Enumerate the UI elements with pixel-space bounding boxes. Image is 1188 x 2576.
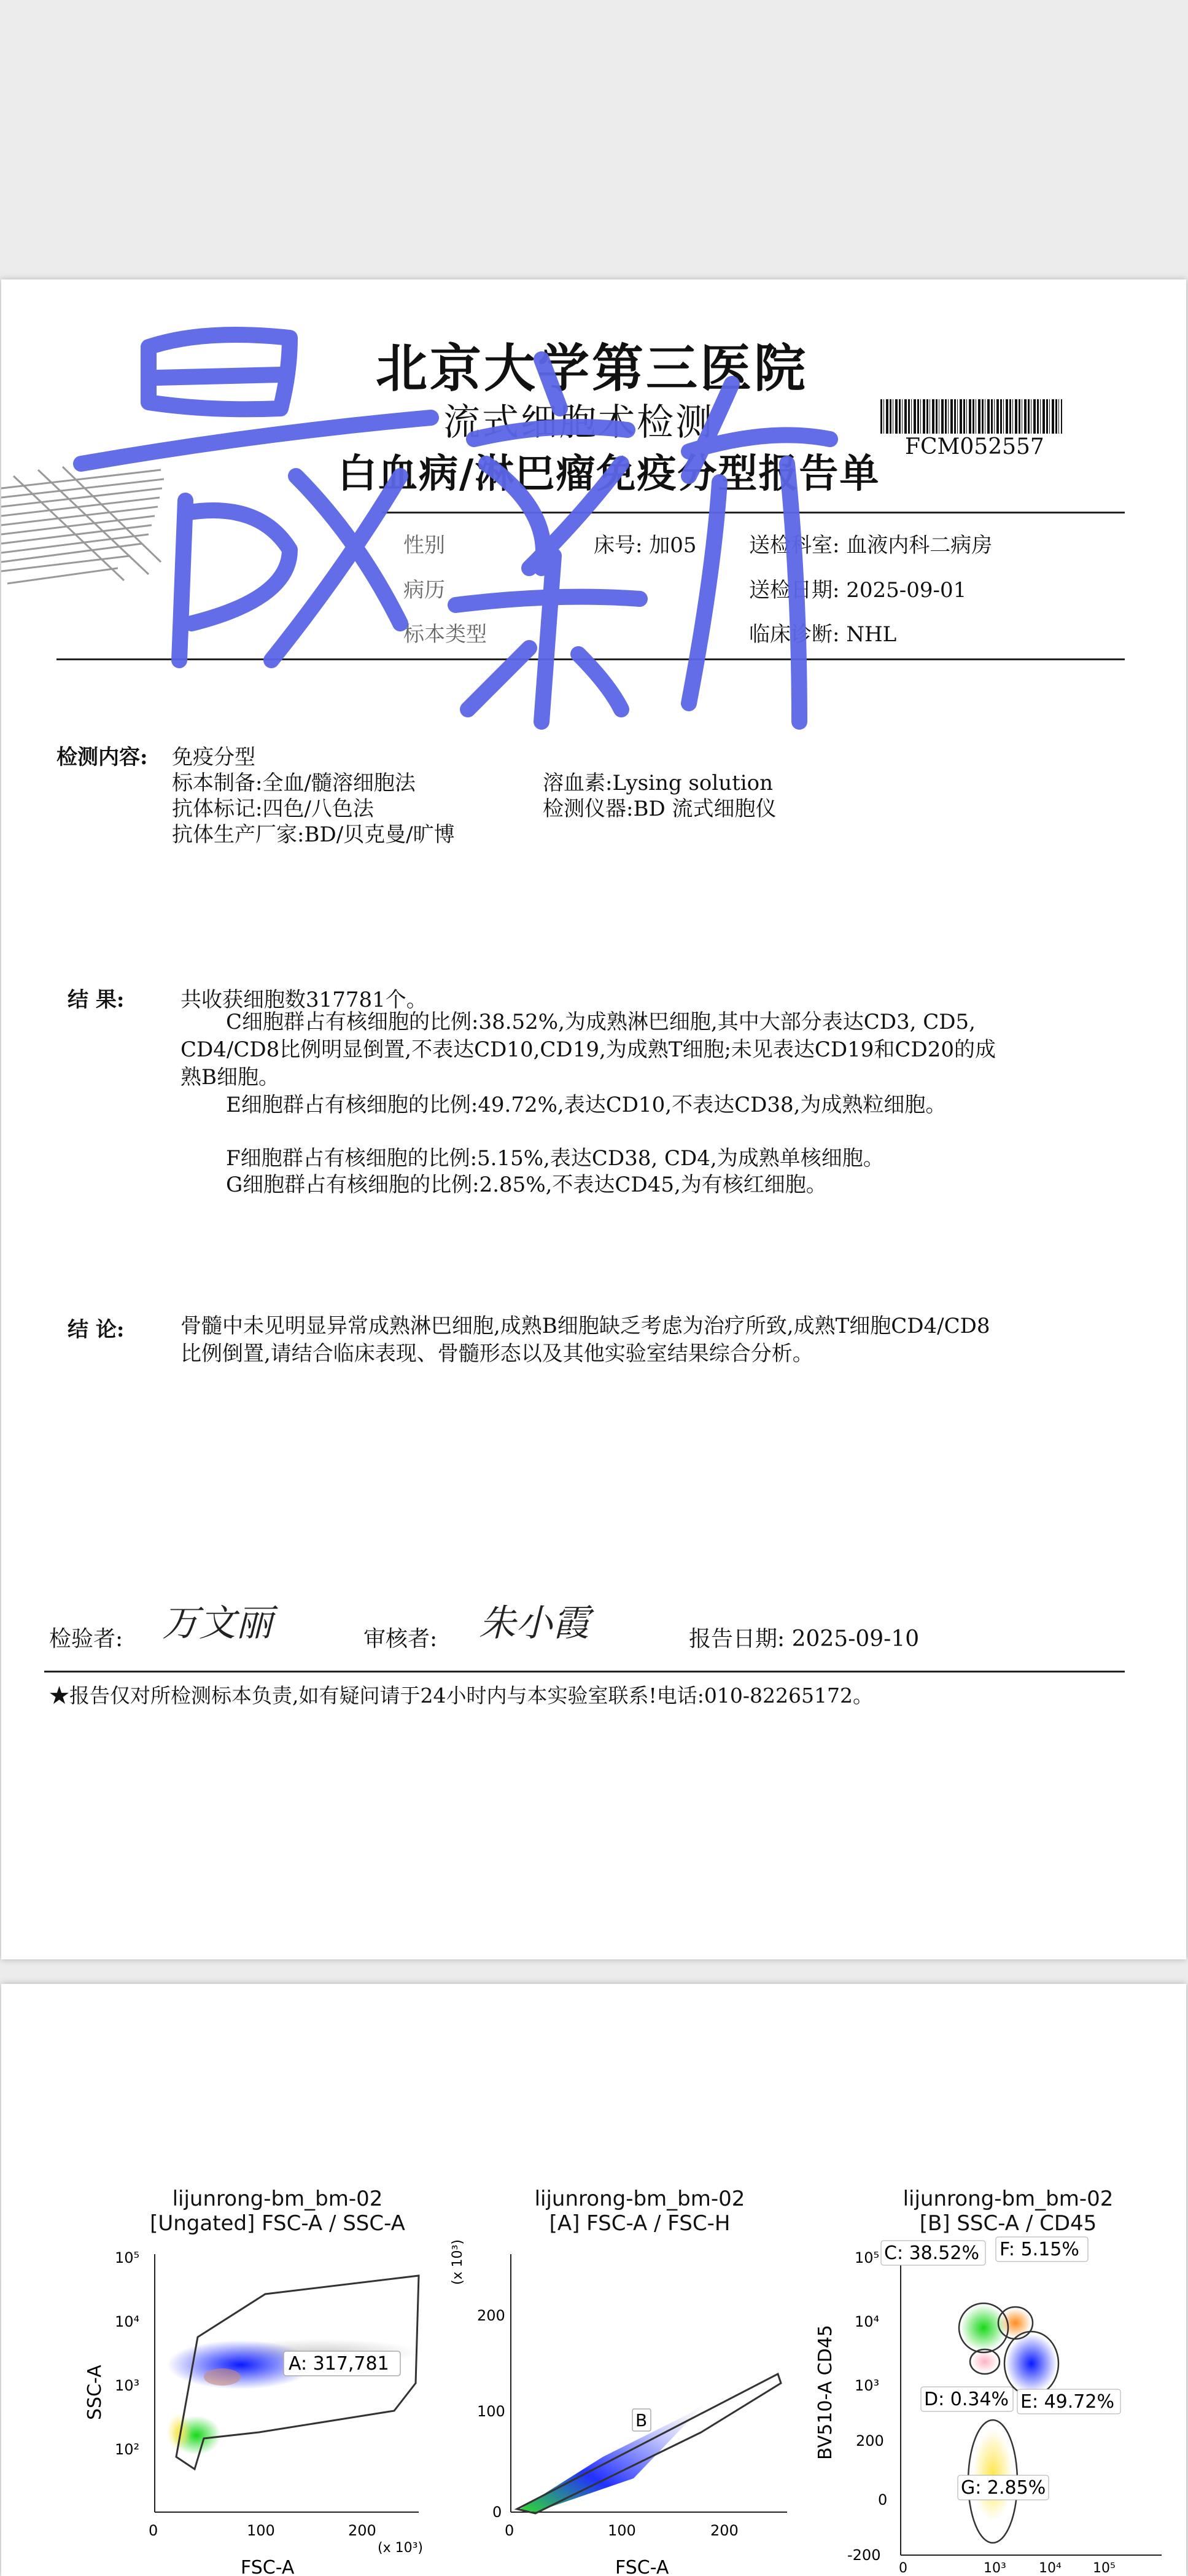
plot3-gate-f-label: F: 5.15%	[1000, 2239, 1079, 2260]
disclaimer: ★报告仅对所检测标本负责,如有疑问请于24小时内与本实验室联系!电话:010-82265172。	[49, 1684, 873, 1708]
plot1-y-tick: 10²	[115, 2441, 140, 2458]
plot3-gate-e-label: E: 49.72%	[1020, 2391, 1114, 2413]
plot1-x-unit: (x 10³)	[378, 2540, 423, 2556]
reviewer-signature: 朱小霞	[479, 1602, 589, 1645]
send-date: 送检日期: 2025-09-01	[749, 578, 967, 603]
plot3-y-tick: 10⁴	[855, 2313, 880, 2330]
plot3-ssc-cd45	[793, 2236, 1186, 2576]
report-title-line1: 流式细胞术检测	[443, 401, 714, 444]
plot1-x-label: FSC-A	[241, 2557, 295, 2576]
flow-plots-page	[1, 1984, 1186, 2576]
plot3-y-tick: 0	[878, 2491, 888, 2508]
plot1-y-label: SSC-A	[84, 2365, 106, 2420]
plot3-y-tick: 200	[856, 2432, 884, 2449]
plot2-x-tick: 100	[608, 2522, 636, 2539]
inspector-signature: 万文丽	[162, 1602, 273, 1645]
result-c: C细胞群占有核细胞的比例:38.52%,为成熟淋巴细胞,其中大部分表达CD3, CD5, CD4/CD8比例明显倒置,不表达CD10,CD19,为成熟T细胞;未见表达CD19和CD20的成熟B细胞。	[181, 1010, 996, 1090]
instrument: 检测仪器:BD 流式细胞仪	[543, 797, 777, 821]
plot1-gate-label: A: 317,781	[289, 2353, 389, 2375]
plot2-fsc-a-fsc-h	[443, 2236, 793, 2576]
plot3-gate-d-label: D: 0.34%	[924, 2389, 1009, 2410]
plot3-x-tick: 10⁴	[1039, 2561, 1062, 2576]
divider	[44, 1671, 1125, 1672]
lysing-solution: 溶血素:Lysing solution	[543, 771, 774, 795]
plot2-gate-title: [A] FSC-A / FSC-H	[549, 2211, 731, 2236]
plot1-sample: lijunrong-bm_bm-02	[172, 2187, 383, 2211]
plot2-y-tick: 100	[477, 2403, 505, 2420]
clinical-diagnosis: 临床诊断: NHL	[749, 622, 897, 647]
plot1-x-tick: 100	[247, 2522, 275, 2539]
plot3-x-tick: 10⁵	[1093, 2561, 1116, 2576]
gender-label: 性别	[403, 533, 445, 558]
plot2-x-tick: 0	[505, 2522, 514, 2539]
plot1-x-tick: 200	[348, 2522, 376, 2539]
barcode-number: FCM052557	[905, 434, 1044, 459]
plot3-y-tick: 10³	[855, 2377, 880, 2394]
barcode	[880, 399, 1062, 434]
result-f: F细胞群占有核细胞的比例:5.15%,表达CD38, CD4,为成熟单核细胞。	[226, 1146, 884, 1171]
plot3-x-tick: 10³	[984, 2561, 1006, 2576]
plot3-y-tick: 10⁵	[855, 2249, 880, 2266]
reviewer-label: 审核者:	[363, 1626, 438, 1652]
result-total: 共收获细胞数317781个。	[181, 988, 427, 1012]
plot3-sample: lijunrong-bm_bm-02	[903, 2187, 1114, 2211]
divider	[56, 658, 1125, 660]
report-date: 报告日期: 2025-09-10	[689, 1626, 920, 1652]
inspector-label: 检验者:	[49, 1626, 123, 1652]
test-content-label: 检测内容:	[56, 745, 148, 770]
plot1-y-tick: 10³	[115, 2377, 140, 2394]
plot2-y-unit: (x 10³)	[450, 2239, 465, 2285]
plot3-gate-g-label: G: 2.85%	[961, 2477, 1046, 2499]
department: 送检科室: 血液内科二病房	[749, 533, 993, 558]
plot2-gate-label: B	[635, 2410, 648, 2430]
plot3-y-tick: -200	[847, 2547, 881, 2564]
plot3-gate-title: [B] SSC-A / CD45	[919, 2211, 1097, 2236]
record-label: 病历	[403, 578, 445, 603]
plot1-ungated-fsc-ssc	[75, 2236, 443, 2576]
test-content-value: 免疫分型	[172, 745, 255, 770]
antibody-maker: 抗体生产厂家:BD/贝克曼/旷博	[172, 822, 455, 847]
plot2-x-label: FSC-A	[615, 2557, 669, 2576]
plot2-y-tick: 0	[492, 2504, 502, 2521]
plot1-gate-title: [Ungated] FSC-A / SSC-A	[150, 2211, 405, 2236]
result-e: E细胞群占有核细胞的比例:49.72%,表达CD10,不表达CD38,为成熟粒细胞。	[226, 1093, 947, 1117]
sample-prep: 标本制备:全血/髓溶细胞法	[172, 771, 416, 795]
hospital-name: 北京大学第三医院	[376, 338, 809, 399]
plot1-x-tick: 0	[149, 2522, 158, 2539]
plot3-gate-c-label: C: 38.52%	[884, 2242, 979, 2264]
plot2-sample: lijunrong-bm_bm-02	[534, 2187, 745, 2211]
pencil-scribble	[1, 464, 167, 593]
antibody-label: 抗体标记:四色/八色法	[172, 797, 374, 821]
plot2-y-tick: 200	[477, 2307, 505, 2324]
sample-type-label: 标本类型	[403, 622, 487, 647]
plot1-y-tick: 10⁵	[115, 2249, 140, 2266]
plot1-y-tick: 10⁴	[115, 2313, 140, 2330]
plot3-y-label: BV510-A CD45	[815, 2325, 836, 2460]
report-page	[1, 279, 1186, 1959]
bed-number: 床号: 加05	[594, 533, 697, 558]
conclusion-label: 结 论:	[68, 1317, 125, 1342]
result-g: G细胞群占有核细胞的比例:2.85%,不表达CD45,为有核红细胞。	[226, 1173, 827, 1197]
conclusion-text: 骨髓中未见明显异常成熟淋巴细胞,成熟B细胞缺乏考虑为治疗所致,成熟T细胞CD4/CD8比例倒置,请结合临床表现、骨髓形态以及其他实验室结果综合分析。	[181, 1314, 990, 1366]
plot2-x-tick: 200	[710, 2522, 739, 2539]
plot3-x-tick: 0	[899, 2561, 907, 2576]
divider	[382, 512, 1125, 513]
result-label: 结 果:	[68, 988, 125, 1012]
report-title-line2: 白血病/淋巴瘤免疫分型报告单	[338, 451, 880, 497]
